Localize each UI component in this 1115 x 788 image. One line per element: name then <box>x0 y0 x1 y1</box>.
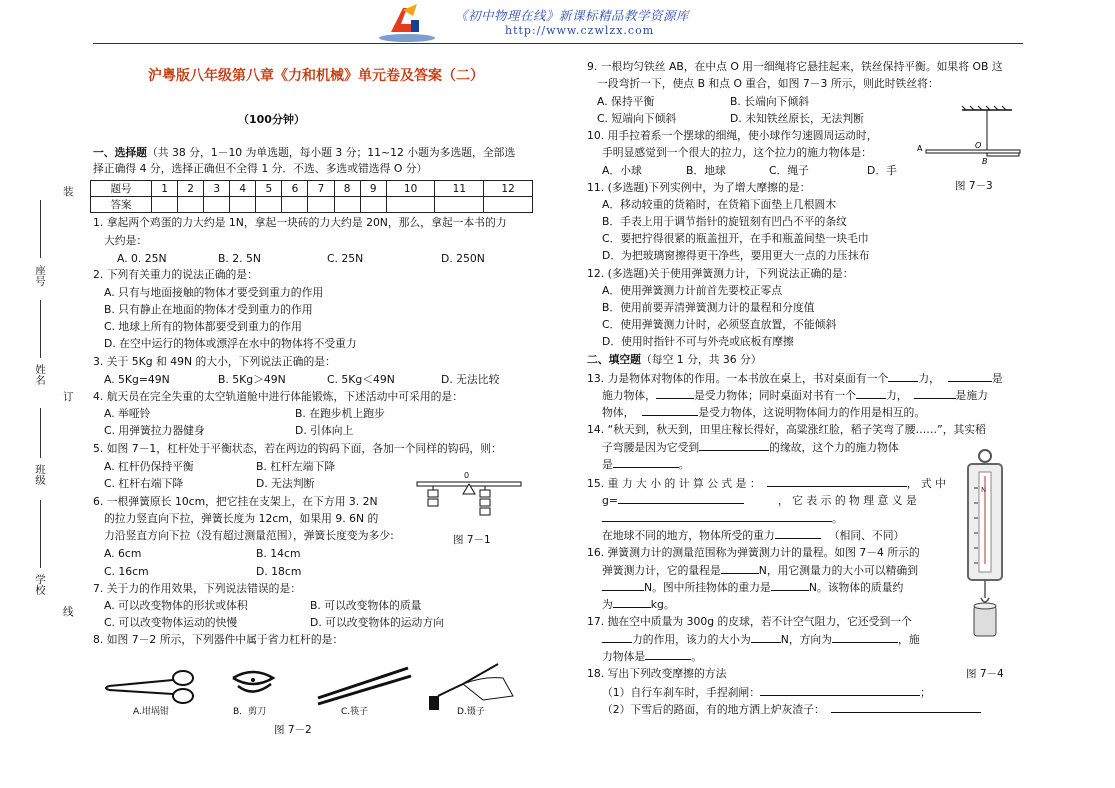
section1-line1 <box>93 146 515 160</box>
q17-text: 力物体是 <box>602 650 646 663</box>
q14-line1: 14. “秋天到，秋天到，田里庄稼长得好，高粱涨红脸，稻子笑弯了腰……”，其实稻 <box>587 423 986 436</box>
q17-text: 。 <box>691 650 702 663</box>
q5-option: B. 杠杆左端下降 <box>256 460 336 473</box>
q10-option: B．地球 <box>686 164 726 177</box>
q15-line1 <box>587 476 946 491</box>
q4-option: A. 举哑铃 <box>104 407 151 420</box>
site-name: 《初中物理在线》新课标精品教学资源库 <box>455 8 690 23</box>
q16-text: N，用它测量力的大小可以精确到 <box>758 564 918 577</box>
q11-option: B．手表上用于调节指针的旋钮刻有凹凸不平的条纹 <box>602 215 847 228</box>
q13-blank-2[interactable] <box>948 371 992 382</box>
q18-blank-2[interactable] <box>831 702 981 713</box>
q9-stem-2: 一段弯折一下，使点 B 和点 O 重合，如图 7－3 所示，则此时铁丝将： <box>597 77 939 90</box>
q15-blank-2[interactable] <box>618 493 744 504</box>
q15-line3 <box>602 511 843 526</box>
table-num: 1 <box>152 181 178 197</box>
answer-cell[interactable] <box>178 197 204 213</box>
class-line <box>40 408 41 458</box>
q7-option: B. 可以改变物体的质量 <box>310 599 422 612</box>
q11-option: D．为把玻璃窗擦得更干净些，要用更大一点的力压抹布 <box>602 249 870 262</box>
q14-blank-1[interactable] <box>699 440 769 451</box>
table-answer-label: 答案 <box>91 197 152 213</box>
figure-7-1 <box>415 470 525 526</box>
q17-text: ，施 <box>898 633 920 646</box>
q6-option: B. 14cm <box>256 547 301 560</box>
q10-stem: 10. 用手拉着系一个摆球的细绳，使小球作匀速圆周运动时， <box>587 129 878 142</box>
table-num: 4 <box>230 181 256 197</box>
q17-blank-1[interactable] <box>602 632 632 643</box>
label-school: 学校 <box>34 574 46 595</box>
q13-blank-1[interactable] <box>888 371 918 382</box>
q5-option: A. 杠杆仍保持平衡 <box>104 460 194 473</box>
label-seat: 座号 <box>34 265 46 286</box>
q7-option: D. 可以改变物体的运动方向 <box>310 616 444 629</box>
q11-option: A．移动较重的货箱时，在货箱下面垫上几根圆木 <box>602 198 837 211</box>
q13-text: 物体， <box>602 406 635 419</box>
q13-text: 是 <box>991 372 1003 385</box>
site-url[interactable]: http://www.czwlzx.com <box>505 24 655 37</box>
q16-text: N。该物体的质量约 <box>808 581 904 594</box>
tool-label-c: C.筷子 <box>341 707 369 717</box>
answer-cell[interactable] <box>282 197 308 213</box>
q16-text: 弹簧测力计，它的量程是 <box>602 564 721 577</box>
q1-option: B. 2. 5N <box>218 252 261 265</box>
q1-option: A. 0. 25N <box>117 252 167 265</box>
section1-desc1: （共 38 分，1－10 为单选题，每小题 3 分；11~12 小题为多选题，全部选 <box>146 146 516 159</box>
q2-option: A. 只有与地面接触的物体才要受到重力的作用 <box>104 286 324 299</box>
q6-stem: 6. 一根弹簧原长 10cm，把它挂在支架上，在下方用 3. 2N <box>93 495 378 508</box>
q12-option: D．使用时指针不可与外壳或底板有摩擦 <box>602 335 794 348</box>
section2-heading: 二、填空题 <box>587 353 641 366</box>
table-num: 12 <box>484 181 533 197</box>
answer-table <box>90 180 533 213</box>
q6-stem-2: 的拉力竖直向下拉，弹簧长度为 12cm，如果用 9. 6N 的 <box>104 512 379 525</box>
q18-text: （1）自行车刹车时，手捏刹闸： <box>602 686 761 699</box>
q3-option: B. 5Kg＞49N <box>218 373 286 386</box>
q16-blank-3[interactable] <box>771 580 809 591</box>
q2-option: D. 在空中运行的物体或漂浮在水中的物体将不受重力 <box>104 337 357 350</box>
q13-blank-5[interactable] <box>914 388 956 399</box>
q15-text: 。 <box>832 512 843 525</box>
q14-text: 是 <box>602 458 613 471</box>
q9-option: B. 长端向下倾斜 <box>730 95 810 108</box>
table-num: 9 <box>360 181 386 197</box>
table-num: 10 <box>386 181 435 197</box>
fig73-a: A <box>917 144 923 153</box>
tool-label-b: B．剪刀 <box>233 707 267 717</box>
q14-text: 子弯腰是因为它受到 <box>602 441 700 454</box>
q14-line3 <box>602 457 690 472</box>
q7-option: A. 可以改变物体的形状或体积 <box>104 599 248 612</box>
q16-text: kg。 <box>650 598 675 611</box>
tool-label-a: A.坩埚钳 <box>133 707 169 717</box>
table-num: 11 <box>435 181 484 197</box>
q13-text: 是受力物体；同时桌面对书有一个 <box>693 389 856 402</box>
q2-option: C. 地球上所有的物体都要受到重力的作用 <box>104 320 302 333</box>
q15-blank-3[interactable] <box>602 511 832 522</box>
q11-stem: 11. (多选题)下列实例中，为了增大摩擦的是： <box>587 181 811 194</box>
q15-text: 在地球不同的地方，物体所受的重力 <box>602 529 775 542</box>
q15-text: （相同、不同） <box>828 529 905 542</box>
q6-option: A. 6cm <box>104 547 142 560</box>
q9-option: D. 未知铁丝原长，无法判断 <box>730 112 864 125</box>
q12-stem: 12. (多选题)关于使用弹簧测力计，下列说法正确的是： <box>587 267 854 280</box>
label-name: 姓名 <box>34 364 46 385</box>
q14-line2 <box>602 440 899 455</box>
name-line <box>40 300 41 358</box>
q13-text: 是施力 <box>955 389 988 402</box>
q10-stem-2: 手明显感觉到一个很大的拉力，这个拉力的施力物体是： <box>602 146 872 159</box>
figure-7-4 <box>960 448 1010 644</box>
q16-line4 <box>602 597 675 612</box>
q17-line3 <box>602 649 702 664</box>
q5-option: D. 无法判断 <box>256 477 315 490</box>
q13-blank-4[interactable] <box>856 388 886 399</box>
q15-text: ， 它 表 示 的 物 理 意 义 是 <box>777 494 917 507</box>
q17-blank-2[interactable] <box>751 632 781 643</box>
q4-option: C. 用弹簧拉力器健身 <box>104 424 205 437</box>
tool-label-d: D.镊子 <box>457 707 485 717</box>
q5-option: C. 杠杆右端下降 <box>104 477 184 490</box>
q17-text: 力的作用，该力的大小为 <box>632 633 751 646</box>
q4-option: D. 引体向上 <box>295 424 354 437</box>
q16-blank-2[interactable] <box>602 580 644 591</box>
q16-blank-4[interactable] <box>613 597 651 608</box>
q3-option: D. 无法比较 <box>441 373 500 386</box>
q16-blank-1[interactable] <box>721 563 759 574</box>
fig71-caption: 图 7－1 <box>453 534 491 546</box>
q3-option: C. 5Kg＜49N <box>327 373 395 386</box>
q18-text: ； <box>920 686 931 699</box>
answer-cell[interactable] <box>230 197 256 213</box>
q17-line1: 17. 抛在空中质量为 300g 的皮球，若不计空气阻力，它还受到一个 <box>587 615 912 628</box>
answer-cell[interactable] <box>484 197 533 213</box>
q10-option: C．绳子 <box>769 164 809 177</box>
fig73-o: O <box>975 141 982 150</box>
q11-option: C．要把拧得很紧的瓶盖扭开，在手和瓶盖间垫一块毛巾 <box>602 232 869 245</box>
q13-line3 <box>602 405 925 420</box>
q3-option: A. 5Kg=49N <box>104 373 170 386</box>
section1-desc2: 择正确得 4 分，选择正确但不全得 1 分．不选、多选或错选得 O 分） <box>93 162 428 175</box>
school-line <box>40 500 41 568</box>
q14-text: 。 <box>678 458 690 471</box>
table-num: 2 <box>178 181 204 197</box>
q2-option: B. 只有静止在地面的物体才受到重力的作用 <box>104 303 313 316</box>
exam-time: （100分钟） <box>238 113 305 126</box>
header-rule <box>93 43 1023 44</box>
q16-text: 为 <box>602 598 613 611</box>
q13-text: 力， <box>885 389 908 402</box>
q18-line1 <box>602 685 931 700</box>
q13-blank-6[interactable] <box>642 405 698 416</box>
q17-blank-3[interactable] <box>832 632 898 643</box>
q3-stem: 3. 关于 5Kg 和 49N 的大小，下列说法正确的是： <box>93 355 336 368</box>
q15-line4 <box>602 528 904 543</box>
q4-option: B. 在跑步机上跑步 <box>295 407 385 420</box>
answer-cell[interactable] <box>435 197 484 213</box>
table-num: 6 <box>282 181 308 197</box>
q13-line1 <box>587 371 1003 386</box>
bind-ding: 订 <box>63 391 74 403</box>
q18-blank-1[interactable] <box>760 685 920 696</box>
bind-xian: 线 <box>63 606 74 618</box>
answer-cell[interactable] <box>386 197 435 213</box>
q13-text: 是受力物体，这说明物体间力的作用是相互的。 <box>698 406 926 419</box>
answer-cell[interactable] <box>256 197 282 213</box>
q1-option: C. 25N <box>327 252 364 265</box>
q6-option: C. 16cm <box>104 565 149 578</box>
q10-option: A．小球 <box>602 164 642 177</box>
q16-line2 <box>602 563 918 578</box>
q15-text: g= <box>602 494 618 507</box>
q13-text: 13. 力是物体对物体的作用。一本书放在桌上，书对桌面有一个 <box>587 372 889 385</box>
q4-stem: 4. 航天员在完全失重的太空轨道舱中进行体能锻炼，下述活动中可采用的是： <box>93 390 464 403</box>
fig74-unit: N <box>981 486 987 494</box>
section2-line <box>587 353 762 367</box>
q9-option: A. 保持平衡 <box>597 95 655 108</box>
q13-line2 <box>602 388 988 403</box>
fig73-caption: 图 7－3 <box>955 180 993 192</box>
q14-blank-2[interactable] <box>613 457 679 468</box>
q18-text: （2）下雪后的路面，有的地方洒上炉灰渣子： <box>602 703 825 716</box>
q8-stem: 8. 如图 7－2 所示，下列器件中属于省力杠杆的是： <box>93 633 344 646</box>
q15-text: 15. 重 力 大 小 的 计 算 公 式 是 ： <box>587 477 761 490</box>
q17-line2 <box>602 632 920 647</box>
q12-option: A．使用弹簧测力计前首先要校正零点 <box>602 284 783 297</box>
answer-cell[interactable] <box>334 197 360 213</box>
q15-blank-1[interactable] <box>767 476 907 487</box>
q16-line1: 16. 弹簧测力计的测量范围称为弹簧测力计的量程。如图 7－4 所示的 <box>587 546 920 559</box>
q10-option: D．手 <box>867 164 897 177</box>
q18-stem: 18. 写出下列改变摩擦的方法 <box>587 667 727 680</box>
seat-line <box>40 200 41 258</box>
q15-text: ， 式 中 <box>906 477 946 490</box>
q5-stem: 5. 如图 7－1，杠杆处于平衡状态，若在两边的钩码下面，各加一个同样的钩码，则： <box>93 442 502 455</box>
table-num: 7 <box>308 181 334 197</box>
q7-option: C. 可以改变物体运动的快慢 <box>104 616 238 629</box>
q15-blank-4[interactable] <box>775 528 821 539</box>
q16-line3 <box>602 580 903 595</box>
q1-stem: 1. 拿起两个鸡蛋的力大约是 1N，拿起一块砖的力大约是 20N，那么，拿起一本书的力 <box>93 216 507 229</box>
q17-blank-4[interactable] <box>645 649 691 660</box>
q16-text: N。图中所挂物体的重力是 <box>644 581 771 594</box>
answer-cell[interactable] <box>360 197 386 213</box>
q14-text: 的缘故，这个力的施力物体 <box>769 441 899 454</box>
table-num: 3 <box>204 181 230 197</box>
q15-line2 <box>602 493 917 508</box>
q18-line2 <box>602 702 981 717</box>
page-title: 沪粤版八年级第八章《力和机械》单元卷及答案（二） <box>148 68 484 84</box>
fig73-b: B <box>982 157 988 166</box>
table-num: 8 <box>334 181 360 197</box>
fig72-caption: 图 7－2 <box>274 724 312 736</box>
q7-stem: 7. 关于力的作用效果，下列说法错误的是： <box>93 582 302 595</box>
fig74-caption: 图 7－4 <box>966 668 1004 680</box>
q9-stem: 9. 一根均匀铁丝 AB，在中点 O 用一细绳将它悬挂起来，铁丝保持平衡。如果将 OB 这 <box>587 60 1003 73</box>
q13-blank-3[interactable] <box>656 388 694 399</box>
fig71-zero: 0 <box>464 471 470 480</box>
answer-cell[interactable] <box>204 197 230 213</box>
table-num: 5 <box>256 181 282 197</box>
q6-stem-3: 力沿竖直方向下拉（没有超过测量范围），弹簧长度变为多少: <box>104 529 394 542</box>
table-head-label: 题号 <box>91 181 152 197</box>
q9-option: C. 短端向下倾斜 <box>597 112 677 125</box>
site-logo <box>377 2 437 42</box>
answer-cell[interactable] <box>308 197 334 213</box>
section2-desc: （每空 1 分，共 36 分） <box>640 353 762 366</box>
figure-7-3 <box>912 104 1022 170</box>
q6-option: D. 18cm <box>256 565 302 578</box>
q13-text: 施力物体， <box>602 389 656 402</box>
q12-option: C．使用弹簧测力计时，必须竖直放置，不能倾斜 <box>602 318 837 331</box>
q12-option: B．使用前要弄清弹簧测力计的量程和分度值 <box>602 301 815 314</box>
q1-option: D. 250N <box>441 252 485 265</box>
section1-heading: 一、选择题 <box>93 146 147 159</box>
q1-stem-2: 大约是： <box>104 234 148 247</box>
q13-text: 力， <box>918 372 940 385</box>
answer-cell[interactable] <box>152 197 178 213</box>
label-class: 班级 <box>34 464 46 485</box>
bind-zhuang: 装 <box>63 186 74 198</box>
q2-stem: 2. 下列有关重力的说法正确的是： <box>93 268 258 281</box>
q17-text: N，方向为 <box>780 633 833 646</box>
